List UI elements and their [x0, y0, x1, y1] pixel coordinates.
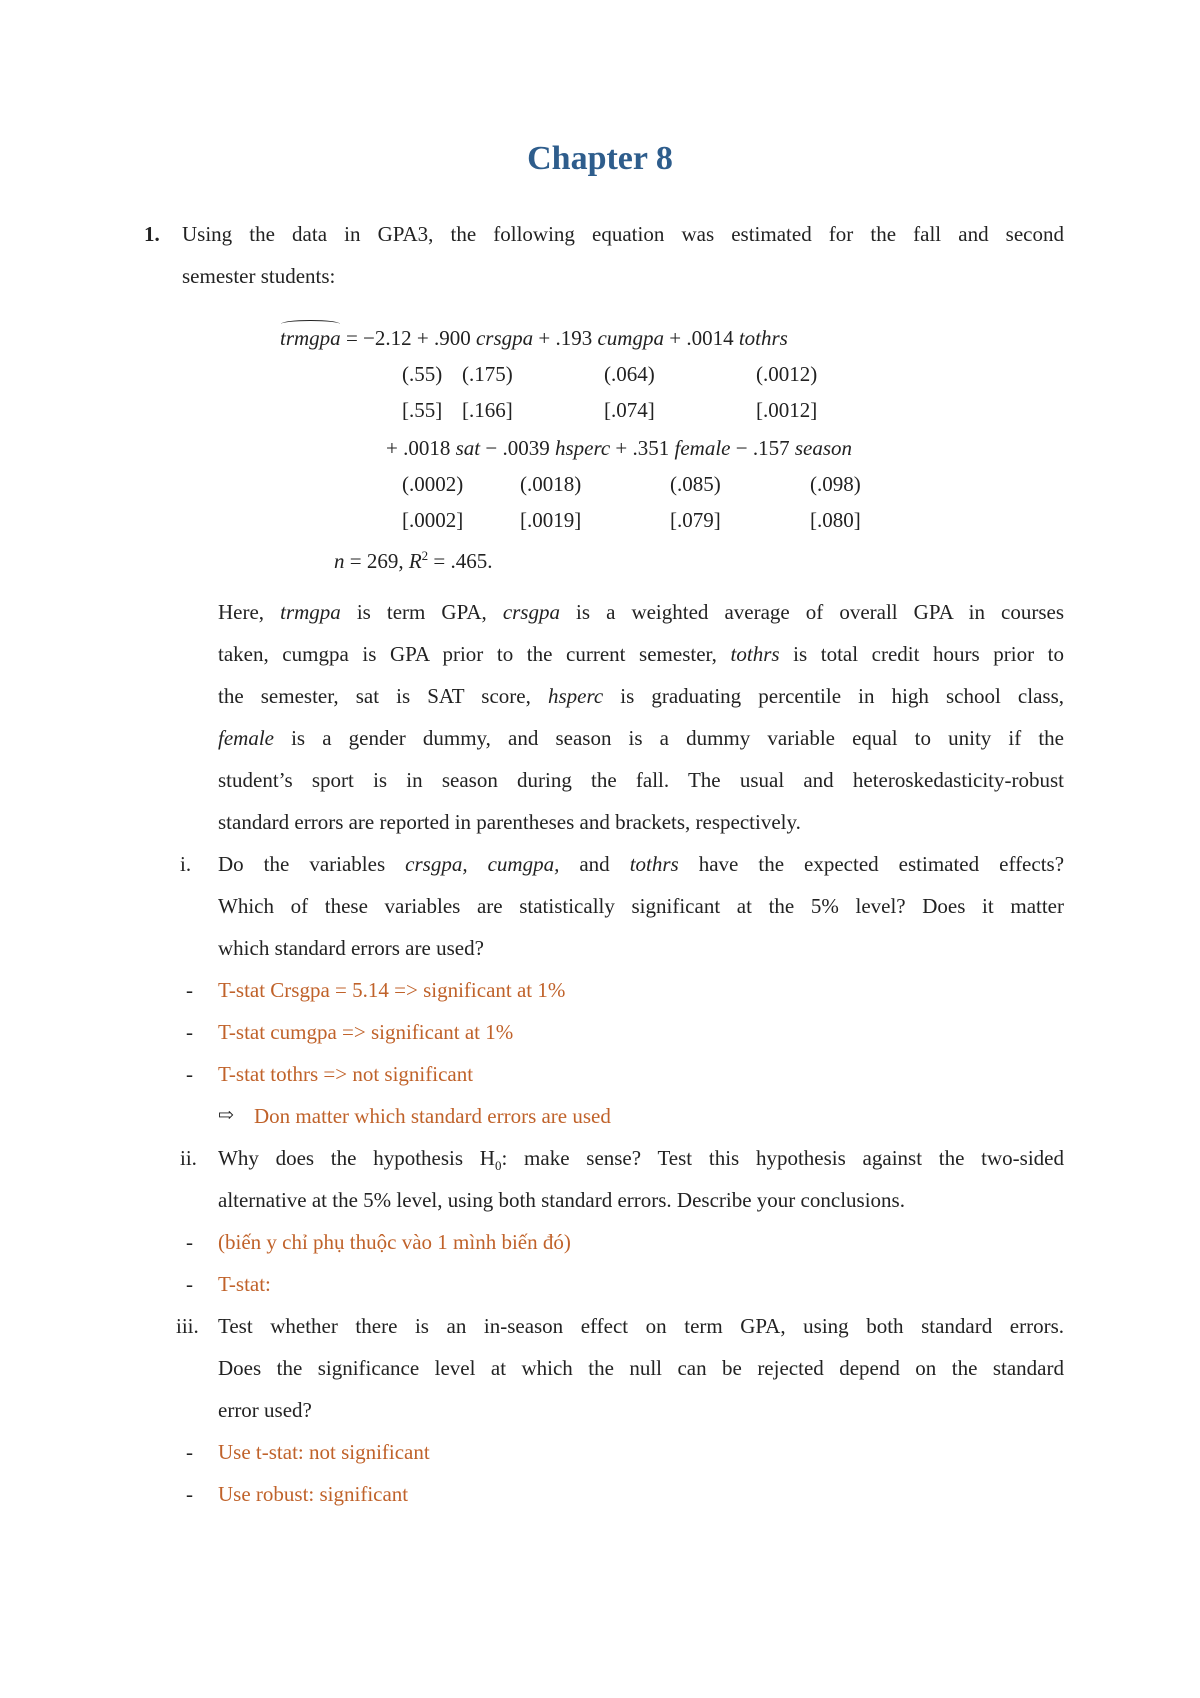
equation-term: − .0039	[485, 436, 550, 460]
part-i-marker: i.	[180, 852, 192, 876]
equation-lhs: trmgpa	[280, 326, 341, 350]
robust-se-value: [.074]	[604, 398, 655, 422]
equation-variable: cumgpa	[597, 326, 664, 350]
bullet-dash: -	[186, 1482, 193, 1506]
part-iii-question-line: Test whether there is an in-season effect on term GPA, using both standard errors.	[218, 1314, 1064, 1338]
equation-term: + .351	[615, 436, 670, 460]
description-line: standard errors are reported in parentheses and brackets, respectively.	[218, 810, 801, 834]
robust-se-value: [.55]	[402, 398, 443, 422]
se-value: (.0012)	[756, 362, 818, 386]
part-i-question-line: which standard errors are used?	[218, 936, 484, 960]
question-intro-line-1: Using the data in GPA3, the following equation was estimated for the fall and second	[182, 222, 1064, 246]
robust-se-value: [.079]	[670, 508, 721, 532]
se-value: (.0002)	[402, 472, 464, 496]
equation-term: = −2.12 + .900	[345, 326, 471, 350]
question-number: 1.	[144, 222, 160, 246]
equation-variable: sat	[455, 436, 481, 460]
equation-term: − .157	[735, 436, 790, 460]
answer-conclusion: Don matter which standard errors are used	[254, 1104, 611, 1128]
description-line: female is a gender dummy, and season is a dummy variable equal to unity if the	[218, 726, 1064, 750]
answer-item: Use t-stat: not significant	[218, 1440, 430, 1464]
se-value: (.098)	[810, 472, 861, 496]
equation-variable: season	[794, 436, 853, 460]
chapter-title: Chapter 8	[527, 140, 673, 177]
equation-variable: hsperc	[554, 436, 611, 460]
part-ii-question-line: alternative at the 5% level, using both standard errors. Describe your conclusions.	[218, 1188, 905, 1212]
equation-variable: tothrs	[738, 326, 788, 350]
part-iii-marker: iii.	[176, 1314, 199, 1338]
equation-term: + .0014	[669, 326, 734, 350]
se-value: (.064)	[604, 362, 655, 386]
description-line: the semester, sat is SAT score, hsperc is graduating percentile in high school class,	[218, 684, 1064, 708]
description-line: student’s sport is in season during the fall. The usual and heteroskedasticity-robust	[218, 768, 1064, 792]
answer-item: T-stat cumgpa => significant at 1%	[218, 1020, 514, 1044]
answer-item: T-stat Crsgpa = 5.14 => significant at 1%	[218, 978, 566, 1002]
bullet-dash: -	[186, 978, 193, 1002]
se-value: (.175)	[462, 362, 513, 386]
equation-stats	[334, 542, 493, 575]
equation-line-2	[386, 434, 852, 462]
bullet-dash: -	[186, 1020, 193, 1044]
bullet-dash: -	[186, 1272, 193, 1296]
se-value: (.0018)	[520, 472, 582, 496]
equation-term: = 269,	[349, 549, 404, 573]
answer-item: T-stat:	[218, 1272, 271, 1296]
equation-variable: n	[334, 549, 345, 573]
bullet-dash: -	[186, 1062, 193, 1086]
part-iii-question-line: Does the significance level at which the null can be rejected depend on the standard	[218, 1356, 1064, 1380]
robust-se-value: [.166]	[462, 398, 513, 422]
arrow-icon: ⇨	[218, 1105, 234, 1126]
equation-variable: female	[674, 436, 731, 460]
part-ii-question-line: Why does the hypothesis $H_0$: make sense? Test this hypothesis against the two-sided	[218, 1146, 1064, 1174]
part-iii-question-line: error used?	[218, 1398, 312, 1422]
equation-superscript: 2	[421, 548, 429, 563]
bullet-dash: -	[186, 1440, 193, 1464]
robust-se-value: [.080]	[810, 508, 861, 532]
answer-item: (biến y chỉ phụ thuộc vào 1 mình biến đó)	[218, 1230, 571, 1254]
robust-se-value: [.0012]	[756, 398, 818, 422]
se-value: (.085)	[670, 472, 721, 496]
answer-item: Use robust: significant	[218, 1482, 409, 1506]
description-line: Here, trmgpa is term GPA, crsgpa is a weighted average of overall GPA in courses	[218, 600, 1065, 624]
equation-variable: R	[408, 549, 422, 573]
part-i-question-line: Do the variables crsgpa, cumgpa, and tothrs have the expected estimated effects?	[218, 852, 1065, 876]
equation-line-1	[280, 324, 788, 352]
equation-term: + .193	[538, 326, 593, 350]
part-i-question-line: Which of these variables are statistically significant at the 5% level? Does it matter	[218, 894, 1064, 918]
equation-term: + .0018	[386, 436, 451, 460]
se-value: (.55)	[402, 362, 443, 386]
robust-se-value: [.0002]	[402, 508, 464, 532]
equation-variable: crsgpa	[475, 326, 534, 350]
part-ii-marker: ii.	[180, 1146, 197, 1170]
question-intro-line-2: semester students:	[182, 264, 336, 288]
bullet-dash: -	[186, 1230, 193, 1254]
equation-term: = .465.	[433, 549, 493, 573]
robust-se-value: [.0019]	[520, 508, 582, 532]
answer-item: T-stat tothrs => not significant	[218, 1062, 474, 1086]
description-line: taken, cumgpa is GPA prior to the current semester, tothrs is total credit hours prior to	[218, 642, 1065, 666]
